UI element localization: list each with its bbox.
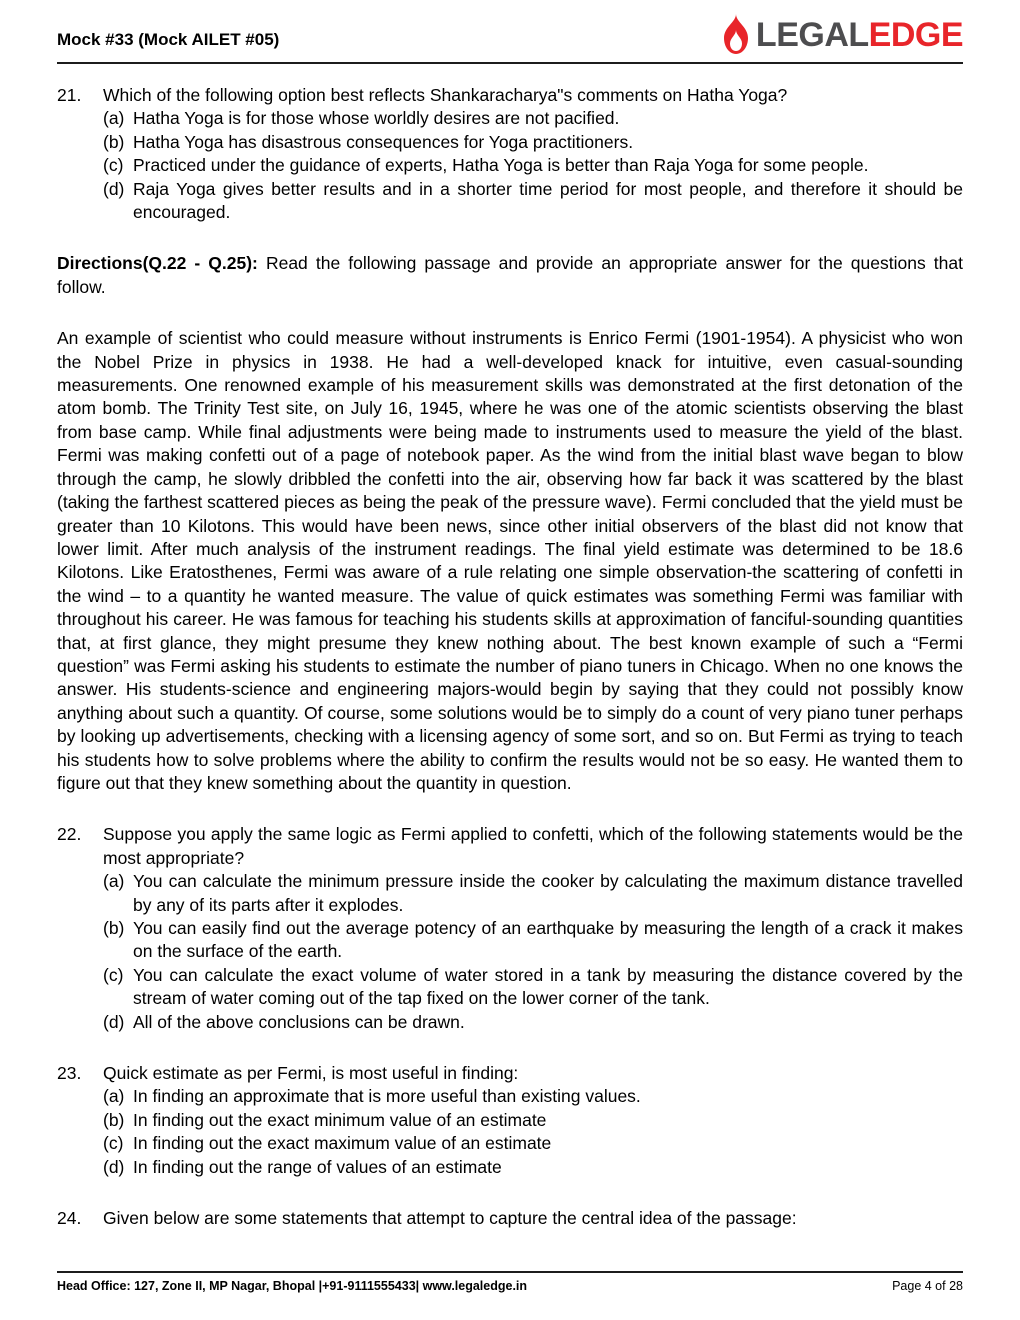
footer-page-number: Page 4 of 28 (892, 1279, 963, 1293)
option-a (103, 1085, 963, 1108)
footer-office-info: Head Office: 127, Zone II, MP Nagar, Bhopal |+91-9111555433| www.legaledge.in (57, 1279, 528, 1293)
option-text: In finding out the exact minimum value of an estimate (133, 1109, 547, 1130)
logo-text-edge: EDGE (868, 16, 963, 54)
option-label: (a) (103, 871, 125, 892)
option-text: Practiced under the guidance of experts, Hatha Yoga is better than Raja Yoga for some people. (133, 155, 869, 176)
question-text: Which of the following option best reflects Shankaracharya"s comments on Hatha Yoga? (103, 85, 788, 105)
option-a (103, 870, 963, 917)
option-d (103, 178, 963, 225)
option-c (103, 154, 963, 177)
question-body (103, 1207, 963, 1230)
question-22 (57, 823, 963, 1034)
option-text: You can easily find out the average potency of an earthquake by measuring the length of a crack it makes on the surface of the earth. (133, 918, 963, 962)
question-number: 21. (57, 85, 82, 105)
question-body (103, 84, 963, 224)
question-23 (57, 1062, 963, 1179)
option-label: (b) (103, 918, 125, 938)
option-text: Hatha Yoga is for those whose worldly desires are not pacified. (133, 108, 620, 129)
question-number: 22. (57, 824, 82, 845)
flame-icon (719, 14, 753, 56)
option-label: (d) (103, 1156, 125, 1177)
question-number: 24. (57, 1208, 82, 1229)
directions (57, 252, 963, 299)
question-text: Suppose you apply the same logic as Fermi applied to confetti, which of the following statements would be the most appropriate? (103, 824, 963, 868)
option-b (103, 1109, 963, 1132)
option-c (103, 1132, 963, 1155)
option-text: All of the above conclusions can be drawn. (133, 1011, 465, 1032)
logo-wordmark (756, 18, 963, 52)
option-text: You can calculate the minimum pressure inside the cooker by calculating the maximum distance travelled by any of its parts after it explodes. (133, 871, 963, 915)
option-a (103, 107, 963, 130)
option-text: Raja Yoga gives better results and in a shorter time period for most people, and therefore it should be encouraged. (133, 178, 963, 223)
question-21 (57, 84, 963, 224)
option-d (103, 1011, 963, 1034)
option-label: (c) (103, 1133, 124, 1154)
option-b (103, 917, 963, 964)
option-label: (b) (103, 131, 125, 152)
page-footer (57, 1271, 963, 1294)
option-label: (a) (103, 108, 125, 129)
option-label: (c) (103, 964, 124, 985)
page-header (57, 0, 963, 64)
test-title: Mock #33 (Mock AILET #05) (57, 30, 280, 49)
option-label: (b) (103, 1109, 125, 1130)
option-label: (d) (103, 1011, 125, 1032)
question-body (103, 823, 963, 1034)
question-body (103, 1062, 963, 1179)
question-24 (57, 1207, 963, 1230)
question-text: Given below are some statements that attempt to capture the central idea of the passage: (103, 1208, 797, 1229)
option-text: Hatha Yoga has disastrous consequences for Yoga practitioners. (133, 131, 634, 152)
option-text: In finding out the exact maximum value of an estimate (133, 1133, 552, 1154)
option-label: (d) (103, 178, 125, 199)
option-b (103, 131, 963, 154)
option-text: In finding an approximate that is more useful than existing values. (133, 1086, 641, 1107)
option-d (103, 1156, 963, 1179)
question-number: 23. (57, 1063, 82, 1084)
logo-text-legal: LEGAL (755, 16, 869, 54)
legaledge-logo (719, 14, 963, 56)
option-label: (c) (103, 155, 124, 176)
option-text: In finding out the range of values of an estimate (133, 1156, 502, 1177)
directions-label: Directions(Q.22 - Q.25): (57, 253, 258, 274)
directions-text: Read the following passage and provide an appropriate answer for the questions that follow. (57, 253, 963, 297)
question-text: Quick estimate as per Fermi, is most useful in finding: (103, 1063, 519, 1084)
page-content (0, 64, 1020, 1230)
passage: An example of scientist who could measure without instruments is Enrico Fermi (1901-1954). A physicist who won the Nobel Prize in physics in 1938. He had a well-developed knack for intuitive, even casual-sounding measurements. One renowned example of his measurement skills was demonstrated at the first detonation of the atom bomb. The Trinity Test site, on July 16, 1945, where he was one of the atomic scientists observing the blast from base camp. While final adjustments were being made to instruments used to measure the yield of the blast. Fermi was making confetti out of a page of notebook paper. As the wind from the initial blast wave began to blow through the camp, he slowly dribbled the confetti into the air, observing how far back it was scattered by the blast (taking the farthest scattered pieces as being the peak of the pressure wave). Fermi concluded that the yield must be greater than 10 Kilotons. This would have been news, since other initial observers of the blast did not know that lower limit. After much analysis of the instrument readings. The final yield estimate was determined to be 18.6 Kilotons. Like Eratosthenes, Fermi was aware of a rule relating one simple observation-the scattering of confetti in the wind – to a quantity he wanted measure. The value of quick estimates was something Fermi was familiar with throughout his career. He was famous for teaching his students skills at approximation of fanciful-sounding quantities that, at first glance, they might presume they knew nothing about. The best known example of such a “Fermi question” was Fermi asking his students to estimate the number of piano tuners in Chicago. When no one knows the answer. His students-science and engineering majors-would begin by saying that they could not possibly know anything about such a quantity. Of course, some solutions would be to simply do a count of very piano tuner perhaps by looking up advertisements, checking with a licensing agency of some sort, and so on. But Fermi as trying to teach his students how to solve problems where the ability to confirm the results would not be so easy. He wanted them to figure out that they knew something about the quantity in question. (57, 328, 963, 793)
option-label: (a) (103, 1086, 125, 1107)
option-text: You can calculate the exact volume of water stored in a tank by measuring the distance covered by the stream of water coming out of the tap fixed on the lower corner of the tank. (133, 964, 963, 1009)
option-c (103, 964, 963, 1011)
